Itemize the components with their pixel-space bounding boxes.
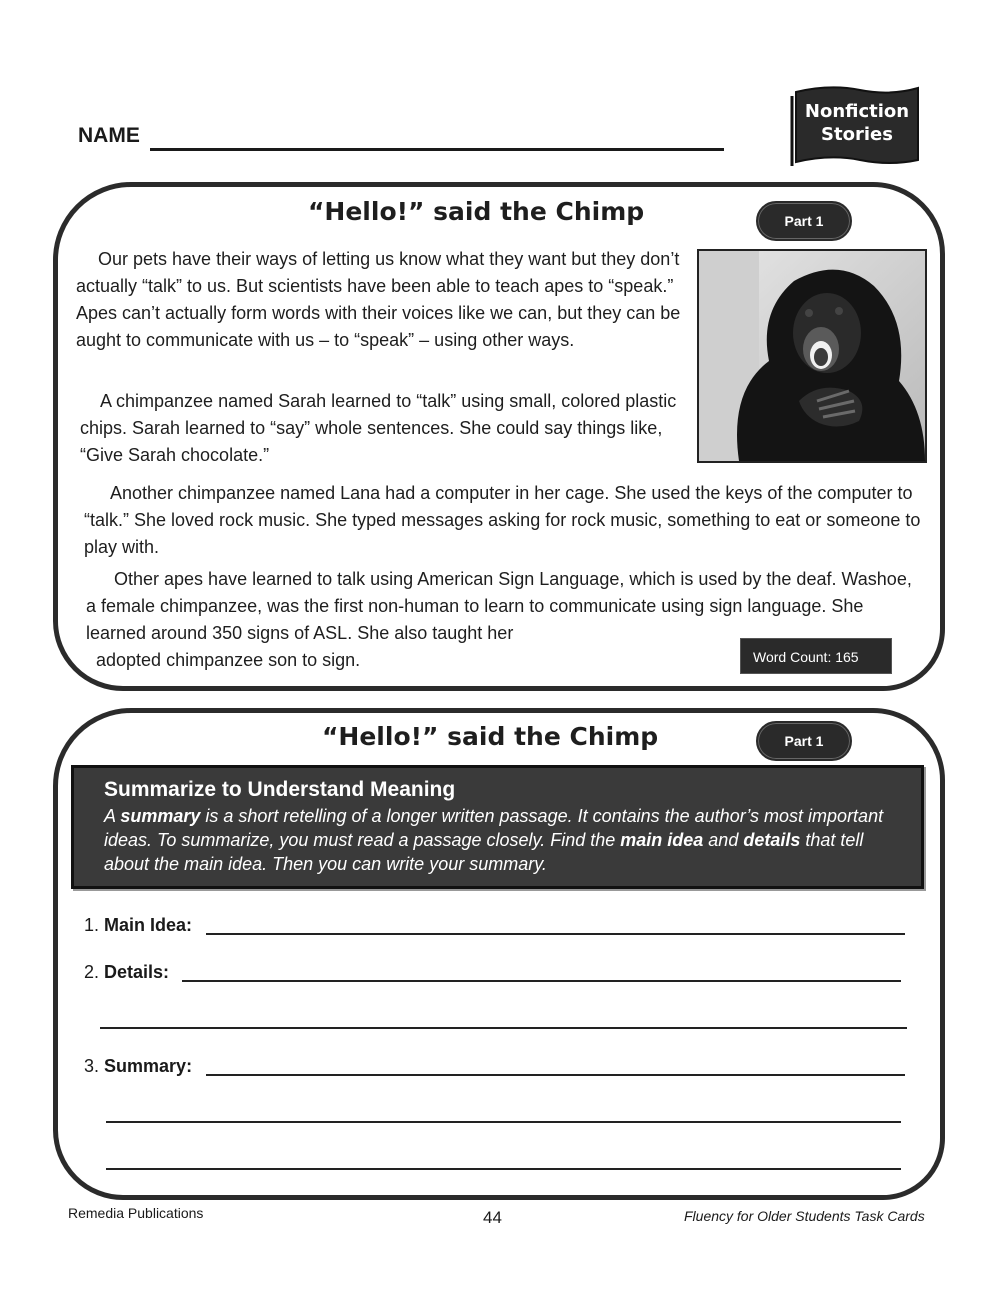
paragraph-2: A chimpanzee named Sarah learned to “talk” using small, colored plastic chips. Sarah learned to “say” whole sentences. She could say things like, “Give Sarah chocolate.” [80,391,677,465]
summary-answer-line-3[interactable] [106,1168,901,1170]
details-answer-line[interactable] [182,980,901,982]
details-answer-line-2[interactable] [100,1027,907,1029]
word-count-badge: Word Count: 165 [740,638,892,674]
paragraph-3: Another chimpanzee named Lana had a computer in her cage. She used the keys of the computer to “talk.” She loved rock music. She typed messages asking for rock music, something to eat or someone to play with. [84,483,921,557]
summary-card-title: “Hello!” said the Chimp [322,722,659,751]
instruction-title: Summarize to Understand Meaning [104,778,456,801]
publisher-footer: Remedia Publications [68,1205,204,1221]
name-write-line[interactable] [150,148,724,151]
banner-line-2: Stories [821,124,893,145]
summary-answer-line[interactable] [206,1074,905,1076]
summary-answer-line-2[interactable] [106,1121,901,1123]
banner-text [790,100,924,146]
chimpanzee-photo [697,249,927,463]
instruction-text: A summary is a short retelling of a longer written passage. It contains the author’s most important ideas. To summarize, you must read a passage closely. Find the main idea and details that tell about the main idea. Then you can write your summary. [104,806,884,874]
reading-card-title: “Hello!” said the Chimp [308,197,645,226]
page-number: 44 [483,1208,502,1227]
part-badge-2: Part 1 [756,721,852,761]
question-summary: 3. Summary: [84,1056,193,1076]
banner-line-1: Nonfiction [804,101,910,122]
series-footer: Fluency for Older Students Task Cards [684,1208,925,1224]
main-idea-answer-line[interactable] [206,933,905,935]
question-main-idea: 1. Main Idea: [84,915,193,935]
part-badge: Part 1 [756,201,852,241]
paragraph-4-end: adopted chimpanzee son to sign. [96,650,361,670]
paragraph-1: Our pets have their ways of letting us know what they want but they don’t actually “talk” to us. But scientists have been able to teach apes to “speak.” Apes can’t actually form words with their voices like we can, but they can be aught to communicate with us – to “speak” – using other ways. [76,249,681,350]
paragraph-4: Other apes have learned to talk using American Sign Language, which is used by the deaf. Washoe, a female chimpanzee, was the first non-human to learn to communicate using sign language. She learned around 350 signs of ASL. She also taught her [86,569,912,643]
question-details: 2. Details: [84,962,170,982]
name-label: NAME [78,124,140,147]
